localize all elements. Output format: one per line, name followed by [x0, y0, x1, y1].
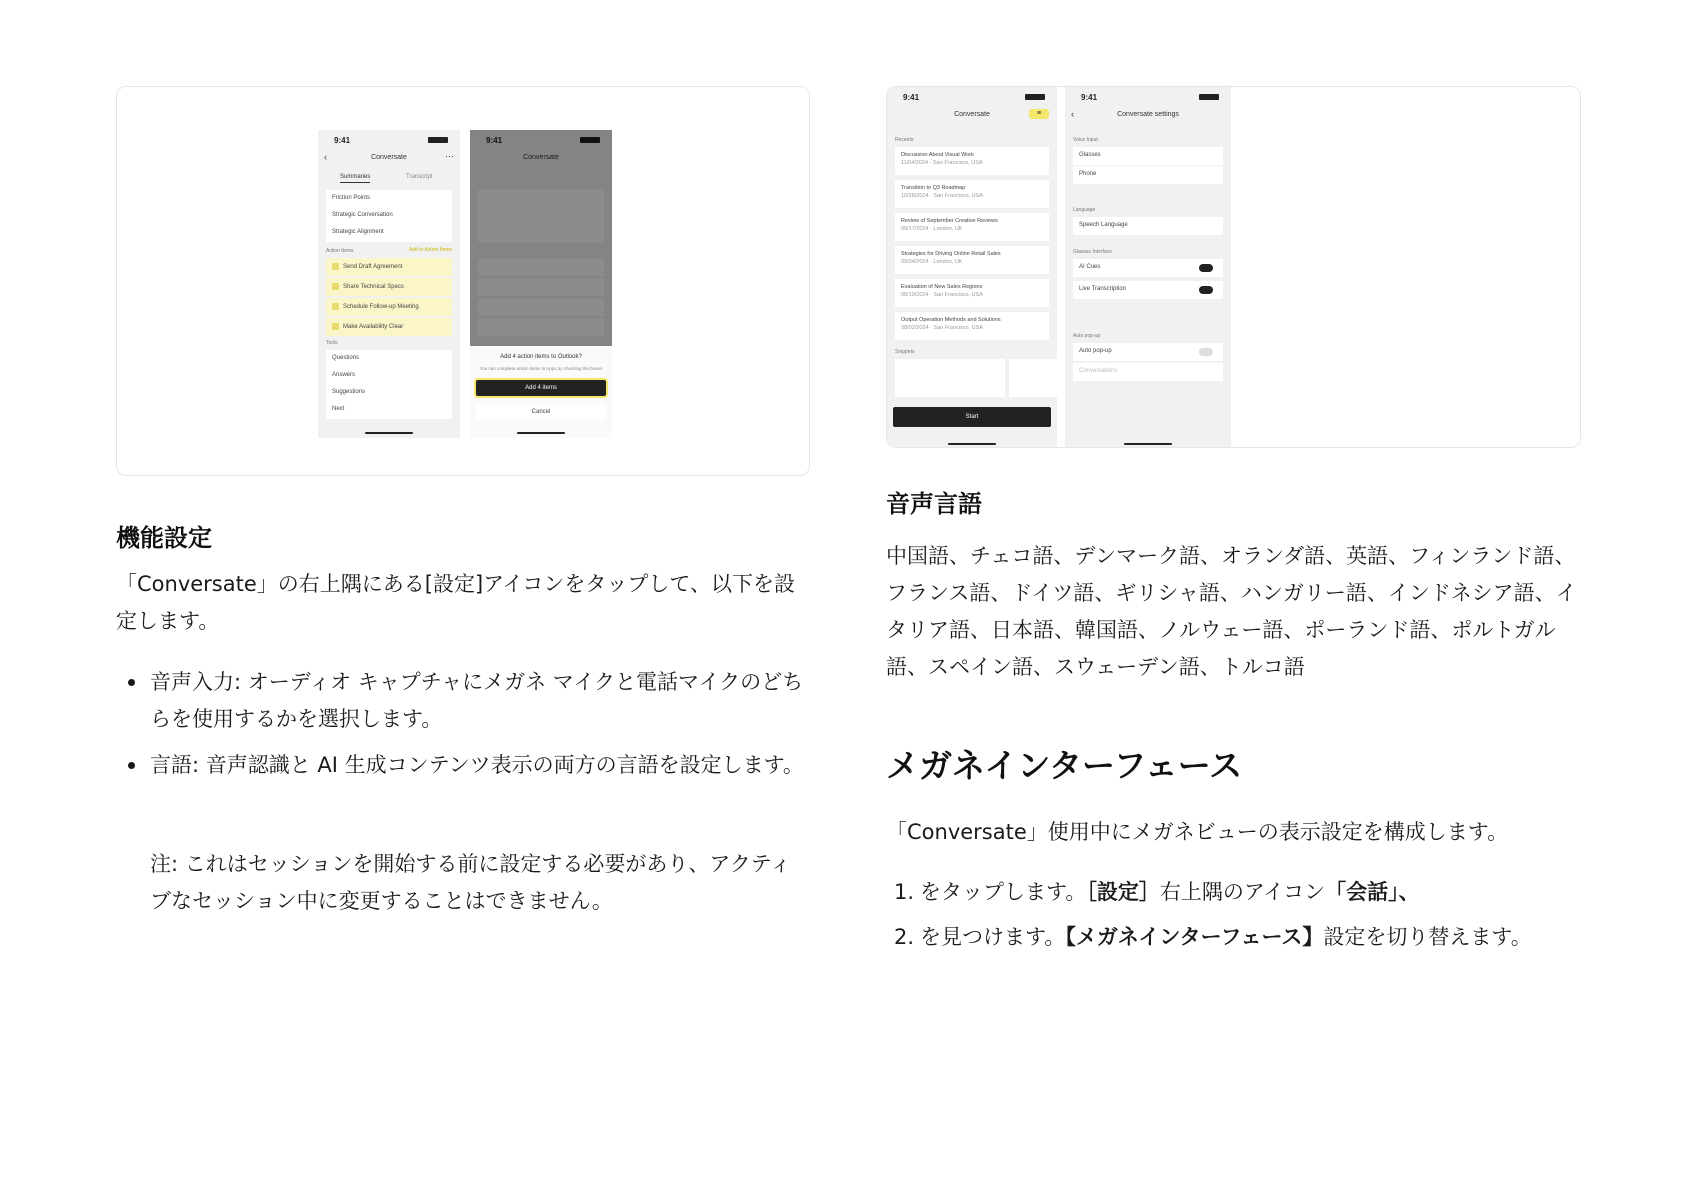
confirm-sheet: [470, 346, 612, 438]
list-item[interactable]: Evaluation of New Sales Regions 08/19/2024 · San Francisco, USA: [895, 279, 1049, 307]
checkbox-icon[interactable]: [332, 303, 339, 310]
back-icon[interactable]: ‹: [1071, 109, 1074, 119]
tab-transcript[interactable]: Transcript: [406, 174, 433, 180]
toggle-switch[interactable]: [1199, 264, 1213, 272]
glasses-settings-figure: [886, 86, 1581, 448]
more-icon[interactable]: ⋯: [445, 151, 454, 161]
speech-language-row[interactable]: Speech Language: [1073, 217, 1223, 235]
phone-recents-screen: [887, 87, 1057, 448]
section-heading-speech-language: 音声言語: [886, 490, 982, 518]
checkbox-icon[interactable]: [332, 283, 339, 290]
list-item[interactable]: Schedule Follow-up Meeting: [326, 298, 452, 316]
back-icon[interactable]: ‹: [324, 152, 327, 162]
list-item[interactable]: Friction Points: [326, 190, 452, 208]
settings-icon[interactable]: ≡: [1029, 109, 1049, 119]
screen-title: Conversate: [371, 154, 407, 161]
voice-option-glasses[interactable]: Glasses: [1073, 147, 1223, 165]
checkbox-icon[interactable]: [332, 323, 339, 330]
screen-title: Conversate: [523, 154, 559, 161]
note-paragraph: 注: これはセッションを開始する前に設定する必要があり、アクティブなセッション中に変更することはできません。: [150, 852, 792, 913]
auto-popup-row[interactable]: Auto pop-up: [1073, 343, 1223, 361]
modal-overlay: [470, 130, 612, 346]
home-indicator: [365, 432, 413, 434]
status-time: 9:41: [486, 136, 503, 145]
list-item[interactable]: Suggestions: [326, 384, 452, 402]
snippet-card[interactable]: [1009, 359, 1057, 397]
list-item[interactable]: Make Availability Clear: [326, 318, 452, 336]
list-item[interactable]: Strategic Alignment: [326, 224, 452, 242]
screen-title: Conversate settings: [1117, 111, 1179, 118]
battery-icon: [1199, 94, 1219, 100]
section-label: Auto pop-up: [1073, 333, 1101, 339]
section-label: Voice Input: [1073, 137, 1098, 143]
section-label: Glasses Interface: [1073, 249, 1112, 255]
settings-bullet-list: [116, 664, 810, 793]
home-indicator: [948, 443, 996, 445]
screen-title: Conversate: [954, 111, 990, 118]
list-item: 音声入力: オーディオ キャプチャにメガネ マイクと電話マイクのどちらを使用するかを選択します。: [116, 664, 810, 738]
list-item[interactable]: Questions: [326, 350, 452, 368]
feature-settings-figure: [116, 86, 810, 476]
phone-confirm-sheet: [470, 130, 612, 438]
toggle-switch[interactable]: [1199, 286, 1213, 294]
home-indicator: [1124, 443, 1172, 445]
ai-cues-row[interactable]: AI Cues: [1073, 259, 1223, 277]
section-label: Language: [1073, 207, 1096, 213]
list-item[interactable]: Answers: [326, 367, 452, 385]
phone-summary-screen: [318, 130, 460, 438]
tab-summaries[interactable]: Summaries: [340, 174, 370, 183]
add-action-link[interactable]: Add to Action Items: [408, 247, 452, 253]
start-button[interactable]: Start: [893, 407, 1051, 427]
section-label: Tools: [326, 340, 338, 346]
section-heading-feature-settings: 機能設定: [116, 524, 212, 552]
battery-icon: [1025, 94, 1045, 100]
list-item[interactable]: Review of September Creative Reviews 09/17/2024 · London, UK: [895, 213, 1049, 241]
checkbox-icon[interactable]: [332, 263, 339, 270]
status-time: 9:41: [334, 136, 351, 145]
live-transcription-row[interactable]: Live Transcription: [1073, 281, 1223, 299]
section-heading-glasses-interface: メガネインターフェース: [886, 746, 1243, 785]
section-label: Snippets: [895, 349, 915, 355]
sheet-subtitle: You can complete action items in Apps by checking the boxes: [479, 366, 603, 371]
snippet-card[interactable]: [895, 359, 1005, 397]
sheet-title: Add 4 action items to Outlook?: [500, 354, 582, 360]
list-item: 2. を見つけます。【メガネインターフェース】設定を切り替えます。: [894, 925, 1532, 949]
list-item[interactable]: Send Draft Agreement: [326, 258, 452, 276]
list-item[interactable]: Discussion About Visual Work 11/04/2024 · San Francisco, USA: [895, 147, 1049, 175]
status-time: 9:41: [903, 93, 920, 102]
status-time: 9:41: [1081, 93, 1098, 102]
toggle-switch[interactable]: [1199, 348, 1213, 356]
conversations-row[interactable]: Conversations: [1073, 363, 1223, 381]
battery-icon: [428, 137, 448, 143]
list-item: 言語: 音声認識と AI 生成コンテンツ表示の両方の言語を設定します。: [116, 747, 810, 784]
list-item[interactable]: Strategies for Driving Online Retail Sales 09/04/2024 · London, UK: [895, 246, 1049, 274]
list-item[interactable]: Output Operation Methods and Solutions 08/02/2024 · San Francisco, USA: [895, 312, 1049, 340]
list-item: 1. をタップします。［設定］右上隅のアイコン「会話」、: [894, 880, 1420, 904]
language-list-paragraph: 中国語、チェコ語、デンマーク語、オランダ語、英語、フィンランド語、フランス語、ドイツ語、ギリシャ語、ハンガリー語、インドネシア語、イタリア語、日本語、韓国語、ノルウェー語、ポーランド語、ポルトガル語、スペイン語、スウェーデン語、トルコ語: [886, 544, 1577, 679]
section-label: Action Items: [326, 248, 354, 254]
steps-list: [886, 874, 1581, 964]
phone-settings-screen: [1065, 87, 1231, 448]
add-items-button[interactable]: Add 4 items: [476, 380, 606, 396]
intro-paragraph: 「Conversate」の右上隅にある[設定]アイコンをタップして、以下を設定します。: [116, 572, 795, 633]
glasses-intro-paragraph: 「Conversate」使用中にメガネビューの表示設定を構成します。: [886, 820, 1509, 844]
list-item[interactable]: Transition to Q3 Roadmap 10/28/2024 · San Francisco, USA: [895, 180, 1049, 208]
voice-option-phone[interactable]: Phone: [1073, 166, 1223, 184]
list-item[interactable]: Share Technical Specs: [326, 278, 452, 296]
list-item[interactable]: Next: [326, 401, 452, 419]
list-item[interactable]: Strategic Conversation: [326, 207, 452, 225]
cancel-button[interactable]: Cancel: [476, 404, 606, 420]
section-label: Recents: [895, 137, 914, 143]
home-indicator: [517, 432, 565, 434]
